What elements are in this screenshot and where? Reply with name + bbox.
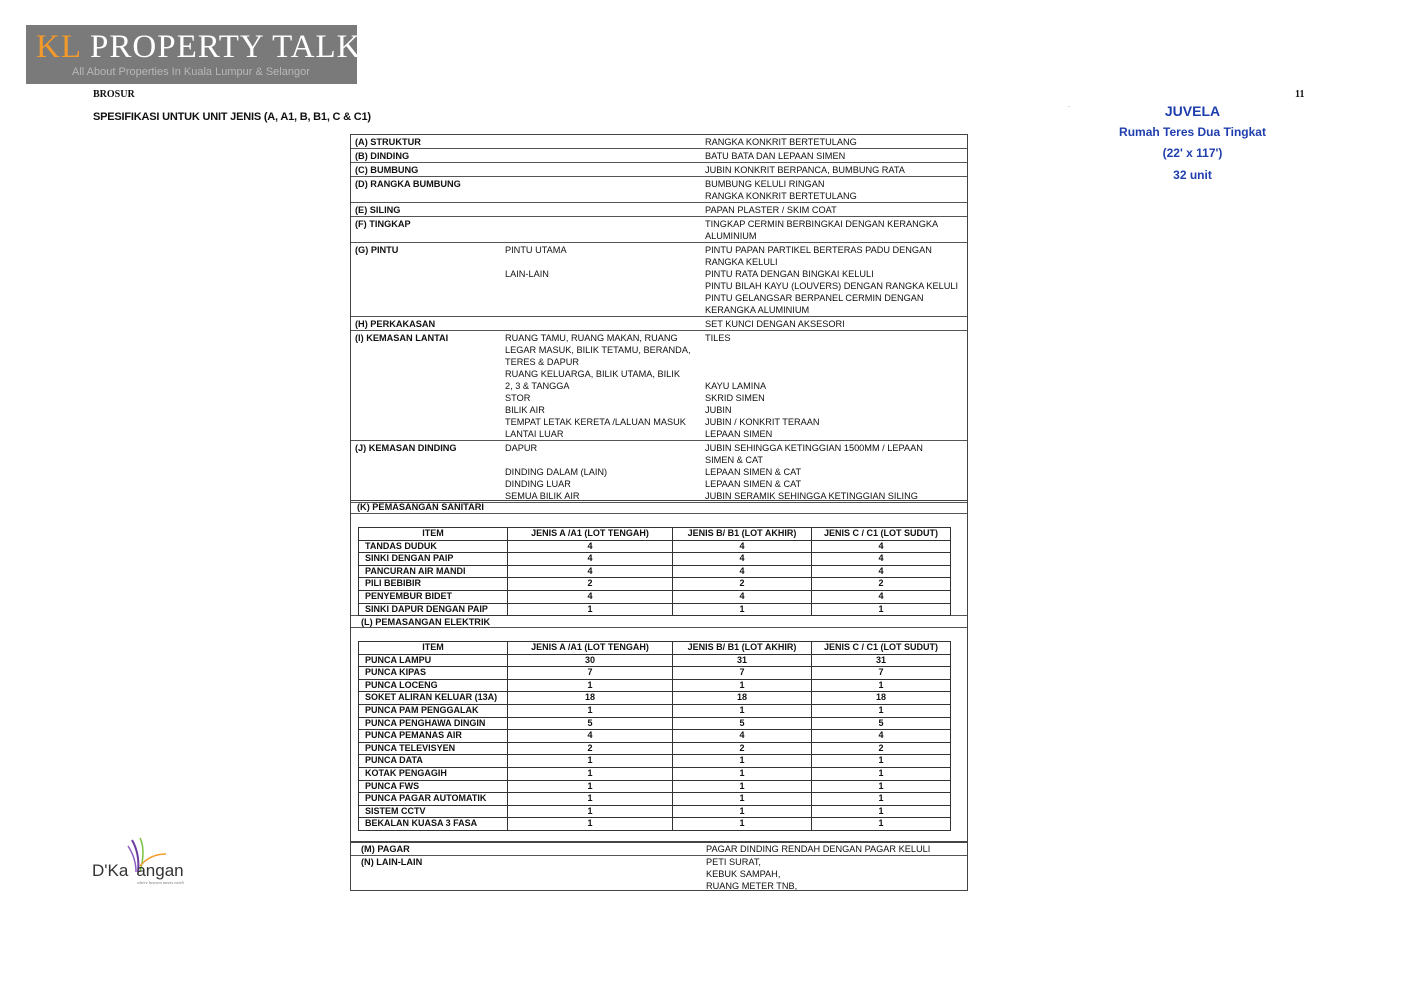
area-line: DAPUR	[505, 443, 538, 453]
finish-line: ALUMINIUM	[705, 231, 757, 241]
spec-subrow	[505, 150, 967, 162]
table-row	[359, 717, 951, 730]
spec-subrow	[505, 368, 967, 392]
quantity-cell: 1	[508, 704, 673, 717]
finish-line: BUMBUNG KELULI RINGAN	[705, 179, 825, 189]
spec-area	[505, 244, 705, 268]
table-row	[359, 565, 951, 578]
spec-row	[351, 441, 967, 503]
spec-finish	[705, 466, 967, 478]
spec-finish	[705, 416, 967, 428]
area-line: LANTAI LUAR	[505, 429, 564, 439]
quantity-cell: 18	[673, 692, 812, 705]
table-row	[359, 667, 951, 680]
spec-finish	[705, 318, 967, 330]
spec-subrow	[505, 442, 967, 466]
finish-line: RUANG METER TNB,	[706, 881, 798, 891]
spec-finish	[705, 136, 967, 148]
spec-details	[505, 164, 967, 176]
quantity-cell: 1	[673, 603, 812, 616]
table-row	[359, 553, 951, 566]
spec-category: (C) BUMBUNG	[355, 165, 419, 175]
column-header: ITEM	[359, 642, 508, 655]
quantity-cell: 1	[673, 780, 812, 793]
finish-line: PAGAR DINDING RENDAH DENGAN PAGAR KELULI	[706, 844, 931, 854]
spec-finish	[705, 428, 967, 440]
page-title: SPESIFIKASI UNTUK UNIT JENIS (A, A1, B, B1, C & C1)	[93, 111, 371, 123]
other-category: (M) PAGAR	[361, 844, 410, 854]
quantity-cell: 1	[812, 767, 951, 780]
finish-line: KEBUK SAMPAH,	[706, 869, 781, 879]
other-finish	[706, 856, 967, 892]
item-cell: SISTEM CCTV	[359, 805, 508, 818]
quantity-cell: 1	[673, 805, 812, 818]
item-cell: PUNCA LAMPU	[359, 654, 508, 667]
spec-category: (H) PERKAKASAN	[355, 319, 436, 329]
spec-area	[505, 136, 705, 148]
spec-finish	[705, 218, 967, 242]
item-cell: PUNCA PAM PENGGALAK	[359, 704, 508, 717]
quantity-cell: 2	[508, 742, 673, 755]
spec-area	[505, 466, 705, 478]
column-header: ITEM	[359, 528, 508, 541]
spec-subrow	[505, 218, 967, 242]
other-row	[351, 843, 967, 856]
table-header-row	[359, 528, 951, 541]
spec-details	[505, 136, 967, 148]
spec-subrow	[505, 136, 967, 148]
item-cell: PUNCA PAGAR AUTOMATIK	[359, 793, 508, 806]
spec-subrow	[505, 318, 967, 330]
quantity-cell: 4	[812, 553, 951, 566]
spec-finish	[705, 244, 967, 268]
finish-line: RANGKA KONKRIT BERTETULANG	[705, 191, 857, 201]
page-number: 11	[1295, 89, 1305, 100]
item-cell: TANDAS DUDUK	[359, 540, 508, 553]
spec-finish	[705, 164, 967, 176]
sanitary-title: (K) PEMASANGAN SANITARI	[351, 501, 967, 514]
quantity-cell: 2	[673, 742, 812, 755]
quantity-cell: 5	[673, 717, 812, 730]
spec-area	[505, 428, 705, 440]
quantity-cell: 1	[812, 818, 951, 831]
spec-area	[505, 150, 705, 162]
item-cell: PUNCA FWS	[359, 780, 508, 793]
spec-subrow	[505, 332, 967, 368]
item-cell: PUNCA KIPAS	[359, 667, 508, 680]
table-row	[359, 578, 951, 591]
quantity-cell: 1	[673, 679, 812, 692]
item-cell: PUNCA PEMANAS AIR	[359, 730, 508, 743]
finish-line: LEPAAN SIMEN & CAT	[705, 467, 802, 477]
finish-line: JUBIN KONKRIT BERPANCA, BUMBUNG RATA	[705, 165, 905, 175]
quantity-cell: 1	[508, 679, 673, 692]
quantity-cell: 4	[812, 730, 951, 743]
electrical-table	[358, 641, 951, 831]
quantity-cell: 1	[508, 805, 673, 818]
column-header: JENIS A /A1 (LOT TENGAH)	[508, 528, 673, 541]
spec-area	[505, 268, 705, 316]
item-cell: SOKET ALIRAN KELUAR (13A)	[359, 692, 508, 705]
spec-finish	[705, 368, 967, 392]
spec-subrow	[505, 244, 967, 268]
quantity-cell: 1	[508, 767, 673, 780]
spec-details	[505, 178, 967, 202]
other-specs	[350, 842, 968, 891]
quantity-cell: 1	[812, 679, 951, 692]
quantity-cell: 4	[508, 590, 673, 603]
finish-line: JUBIN SERAMIK SEHINGGA KETINGGIAN SILING	[705, 491, 918, 501]
logo-kl: KL	[36, 29, 81, 65]
quantity-cell: 4	[673, 565, 812, 578]
table-row	[359, 692, 951, 705]
item-cell: BEKALAN KUASA 3 FASA	[359, 818, 508, 831]
quantity-cell: 4	[812, 590, 951, 603]
spec-finish	[705, 178, 967, 202]
spec-row	[351, 217, 967, 243]
quantity-cell: 5	[812, 717, 951, 730]
spec-row	[351, 331, 967, 441]
spec-category: (E) SILING	[355, 205, 401, 215]
area-line: RUANG KELUARGA, BILIK UTAMA, BILIK	[505, 369, 680, 379]
column-header: JENIS C / C1 (LOT SUDUT)	[812, 528, 951, 541]
quantity-cell: 4	[673, 730, 812, 743]
table-header-row	[359, 642, 951, 655]
finish-line: KAYU LAMINA	[705, 381, 767, 391]
spec-subrow	[505, 416, 967, 428]
area-line: RUANG TAMU, RUANG MAKAN, RUANG	[505, 333, 678, 343]
area-line: PINTU UTAMA	[505, 245, 567, 255]
table-row	[359, 780, 951, 793]
quantity-cell: 4	[812, 540, 951, 553]
area-line: STOR	[505, 393, 531, 403]
kl-property-talk-logo	[26, 25, 362, 84]
spec-area	[505, 204, 705, 216]
spec-finish	[705, 332, 967, 368]
quantity-cell: 1	[673, 755, 812, 768]
project-type: Rumah Teres Dua Tingkat	[1119, 124, 1266, 139]
quantity-cell: 1	[812, 805, 951, 818]
spec-area	[505, 218, 705, 242]
spec-subrow	[505, 404, 967, 416]
finish-line: SIMEN & CAT	[705, 455, 764, 465]
spec-subrow	[505, 466, 967, 478]
spec-details	[505, 150, 967, 162]
item-cell: SINKI DAPUR DENGAN PAIP	[359, 603, 508, 616]
table-row	[359, 805, 951, 818]
quantity-cell: 1	[812, 780, 951, 793]
table-row	[359, 540, 951, 553]
quantity-cell: 4	[508, 565, 673, 578]
spec-row	[351, 163, 967, 177]
quantity-cell: 2	[812, 578, 951, 591]
area-line: BILIK AIR	[505, 405, 545, 415]
finish-line: JUBIN / KONKRIT TERAAN	[705, 417, 820, 427]
finish-line: PAPAN PLASTER / SKIM COAT	[705, 205, 837, 215]
quantity-cell: 4	[673, 540, 812, 553]
quantity-cell: 4	[508, 553, 673, 566]
sanitary-table	[358, 527, 951, 616]
spec-category: (I) KEMASAN LANTAI	[355, 333, 449, 343]
column-header: JENIS B/ B1 (LOT AKHIR)	[673, 528, 812, 541]
quantity-cell: 7	[673, 667, 812, 680]
item-cell: PUNCA PENGHAWA DINGIN	[359, 717, 508, 730]
table-row	[359, 730, 951, 743]
table-row	[359, 742, 951, 755]
spec-category: (F) TINGKAP	[355, 219, 411, 229]
quantity-cell: 2	[812, 742, 951, 755]
spec-finish	[705, 442, 967, 466]
spec-subrow	[505, 204, 967, 216]
svg-text:D'Kaangan: D'Ka angan	[92, 861, 184, 880]
area-line: LEGAR MASUK, BILIK TETAMU, BERANDA,	[505, 345, 691, 355]
quantity-cell: 7	[508, 667, 673, 680]
item-cell: SINKI DENGAN PAIP	[359, 553, 508, 566]
spec-area	[505, 404, 705, 416]
spec-finish	[705, 150, 967, 162]
quantity-cell: 31	[812, 654, 951, 667]
project-info	[1110, 103, 1275, 189]
finish-line: LEPAAN SIMEN & CAT	[705, 479, 802, 489]
area-line: TERES & DAPUR	[505, 357, 580, 367]
finish-line: SET KUNCI DENGAN AKSESORI	[705, 319, 845, 329]
logo-tagline: All About Properties In Kuala Lumpur & Selangor	[72, 66, 310, 78]
spec-subrow	[505, 268, 967, 316]
electrical-title: (L) PEMASANGAN ELEKTRIK	[351, 615, 967, 628]
spec-row	[351, 177, 967, 203]
spec-finish	[705, 404, 967, 416]
spec-details	[505, 244, 967, 316]
spec-area	[505, 332, 705, 368]
quantity-cell: 30	[508, 654, 673, 667]
spec-finish	[705, 478, 967, 490]
item-cell: PUNCA DATA	[359, 755, 508, 768]
spec-area	[505, 478, 705, 490]
spec-details	[505, 332, 967, 440]
spec-details	[505, 204, 967, 216]
finish-line: RANGKA KONKRIT BERTETULANG	[705, 137, 857, 147]
spec-row	[351, 149, 967, 163]
spec-finish	[705, 392, 967, 404]
finish-line: KERANGKA ALUMINIUM	[705, 305, 810, 315]
item-cell: PILI BEBIBIR	[359, 578, 508, 591]
finish-line: PETI SURAT,	[706, 857, 761, 867]
quantity-cell: 7	[812, 667, 951, 680]
spec-subrow	[505, 392, 967, 404]
table-row	[359, 603, 951, 616]
area-line: LAIN-LAIN	[505, 269, 549, 279]
project-name: JUVELA	[1164, 103, 1221, 119]
spec-category: (D) RANGKA BUMBUNG	[355, 179, 461, 189]
finish-line: RANGKA KELULI	[705, 257, 778, 267]
table-row	[359, 793, 951, 806]
finish-line	[705, 368, 967, 380]
finish-line: JUBIN	[705, 405, 732, 415]
spec-area	[505, 318, 705, 330]
item-cell: PANCURAN AIR MANDI	[359, 565, 508, 578]
table-row	[359, 755, 951, 768]
quantity-cell: 1	[508, 793, 673, 806]
other-finish	[706, 843, 967, 855]
table-row	[359, 818, 951, 831]
spec-area	[505, 164, 705, 176]
quantity-cell: 5	[508, 717, 673, 730]
spec-category: (J) KEMASAN DINDING	[355, 443, 457, 453]
spec-area	[505, 368, 705, 392]
quantity-cell: 4	[508, 540, 673, 553]
finish-line: TILES	[705, 333, 731, 343]
spec-row	[351, 243, 967, 317]
spec-row	[351, 135, 967, 149]
quantity-cell: 1	[673, 818, 812, 831]
quantity-cell: 1	[673, 793, 812, 806]
finish-line: PINTU GELANGSAR BERPANEL CERMIN DENGAN	[705, 293, 924, 303]
spec-category: (A) STRUKTUR	[355, 137, 421, 147]
finish-line: LEPAAN SIMEN	[705, 429, 773, 439]
quantity-cell: 1	[812, 704, 951, 717]
spec-area	[505, 178, 705, 202]
column-header: JENIS A /A1 (LOT TENGAH)	[508, 642, 673, 655]
quantity-cell: 18	[812, 692, 951, 705]
quantity-cell: 1	[812, 793, 951, 806]
quantity-cell: 1	[508, 603, 673, 616]
project-units: 32 unit	[1173, 167, 1212, 182]
svg-text:where heaven meets earth: where heaven meets earth	[137, 880, 184, 885]
quantity-cell: 31	[673, 654, 812, 667]
spec-category: (B) DINDING	[355, 151, 410, 161]
quantity-cell: 1	[508, 818, 673, 831]
quantity-cell: 4	[673, 553, 812, 566]
item-cell: KOTAK PENGAGIH	[359, 767, 508, 780]
mark: ·⁃	[1067, 104, 1071, 109]
quantity-cell: 1	[673, 704, 812, 717]
quantity-cell: 1	[812, 603, 951, 616]
spec-details	[505, 318, 967, 330]
spec-category: (G) PINTU	[355, 245, 399, 255]
finish-line: PINTU BILAH KAYU (LOUVERS) DENGAN RANGKA KELULI	[705, 281, 959, 291]
area-line: DINDING DALAM (LAIN)	[505, 467, 608, 477]
spec-subrow	[505, 178, 967, 202]
spec-row	[351, 317, 967, 331]
column-header: JENIS C / C1 (LOT SUDUT)	[812, 642, 951, 655]
spec-area	[505, 392, 705, 404]
finish-line: BATU BATA DAN LEPAAN SIMEN	[705, 151, 846, 161]
spec-finish	[705, 204, 967, 216]
table-row	[359, 679, 951, 692]
spec-subrow	[505, 478, 967, 490]
dkayangan-logo	[92, 836, 202, 886]
quantity-cell: 2	[508, 578, 673, 591]
area-line: SEMUA BILIK AIR	[505, 491, 580, 501]
finish-line: JUBIN SEHINGGA KETINGGIAN 1500MM / LEPAAN	[705, 443, 923, 453]
project-size: (22' x 117')	[1162, 146, 1223, 160]
quantity-cell: 18	[508, 692, 673, 705]
spec-row	[351, 203, 967, 217]
table-row	[359, 704, 951, 717]
table-row	[359, 767, 951, 780]
finish-line: PINTU PAPAN PARTIKEL BERTERAS PADU DENGAN	[705, 245, 932, 255]
brosur-label: BROSUR	[93, 89, 135, 100]
spec-details	[505, 218, 967, 242]
finish-line: PINTU RATA DENGAN BINGKAI KELULI	[705, 269, 874, 279]
finish-line: SKRID SIMEN	[705, 393, 765, 403]
area-line: 2, 3 & TANGGA	[505, 381, 570, 391]
spec-subrow	[505, 428, 967, 440]
item-cell: PENYEMBUR BIDET	[359, 590, 508, 603]
logo-text: PROPERTY TALK	[80, 29, 362, 65]
specification-table	[350, 134, 968, 503]
spec-area	[505, 442, 705, 466]
other-row	[351, 856, 967, 892]
spec-finish	[705, 268, 967, 316]
quantity-cell: 4	[812, 565, 951, 578]
table-row	[359, 654, 951, 667]
item-cell: PUNCA LOCENG	[359, 679, 508, 692]
area-line: DINDING LUAR	[505, 479, 571, 489]
quantity-cell: 4	[508, 730, 673, 743]
spec-subrow	[505, 164, 967, 176]
area-line: TEMPAT LETAK KERETA /LALUAN MASUK	[505, 417, 686, 427]
spec-details	[505, 442, 967, 502]
quantity-cell: 1	[673, 767, 812, 780]
quantity-cell: 1	[812, 755, 951, 768]
finish-line: TINGKAP CERMIN BERBINGKAI DENGAN KERANGKA	[705, 219, 939, 229]
column-header: JENIS B/ B1 (LOT AKHIR)	[673, 642, 812, 655]
table-row	[359, 590, 951, 603]
quantity-cell: 1	[508, 755, 673, 768]
other-category: (N) LAIN-LAIN	[361, 857, 423, 867]
quantity-cell: 1	[508, 780, 673, 793]
spec-area	[505, 416, 705, 428]
quantity-cell: 2	[673, 578, 812, 591]
quantity-cell: 4	[673, 590, 812, 603]
item-cell: PUNCA TELEVISYEN	[359, 742, 508, 755]
